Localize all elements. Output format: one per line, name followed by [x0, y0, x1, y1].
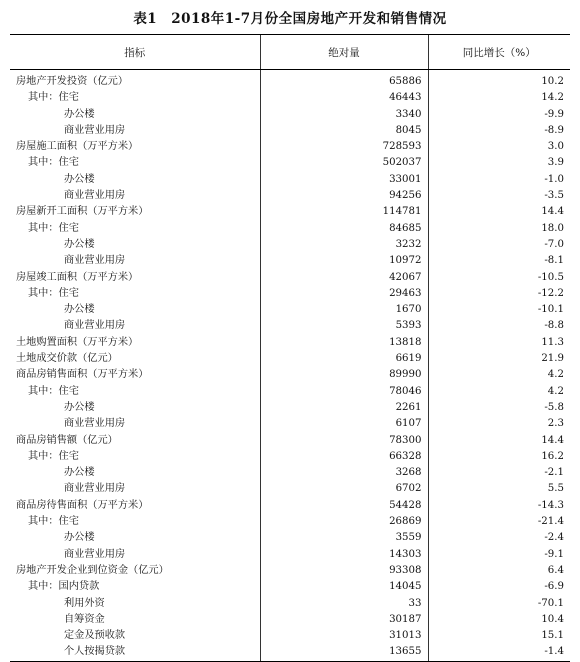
table-title: 表1 2018年1-7月份全国房地产开发和销售情况 [133, 11, 447, 27]
table-row [10, 237, 570, 253]
yoy-growth-value: 3.0 [428, 139, 570, 155]
table-row [10, 221, 570, 237]
yoy-growth-value: 6.4 [428, 563, 570, 579]
yoy-growth-value: 21.9 [428, 351, 570, 367]
indicator-label: 房屋施工面积（万平方米） [16, 141, 139, 153]
yoy-growth-value: -8.9 [428, 123, 570, 139]
row-indicator [10, 302, 260, 318]
indicator-label: 办公楼 [64, 173, 95, 185]
table-row [10, 547, 570, 563]
indicator-label: 商业营业用房 [64, 418, 126, 430]
yoy-growth-value: -6.9 [428, 579, 570, 595]
yoy-growth-value: -9.1 [428, 547, 570, 563]
row-indicator [10, 335, 260, 351]
indicator-label: 其中：住宅 [28, 287, 79, 299]
indicator-label: 土地成交价款（亿元） [16, 353, 118, 365]
row-indicator [10, 384, 260, 400]
absolute-value: 3268 [260, 465, 428, 481]
yoy-growth-value: 5.5 [428, 481, 570, 497]
yoy-growth-value: 14.2 [428, 90, 570, 106]
indicator-label: 商品房销售面积（万平方米） [16, 369, 149, 381]
indicator-label: 房地产开发企业到位资金（亿元） [16, 564, 169, 576]
table-row [10, 155, 570, 171]
row-indicator [10, 400, 260, 416]
row-indicator [10, 172, 260, 188]
table-row [10, 384, 570, 400]
indicator-label: 其中：住宅 [28, 385, 79, 397]
table-row [10, 367, 570, 383]
yoy-growth-value: -2.1 [428, 465, 570, 481]
absolute-value: 114781 [260, 204, 428, 220]
table-row [10, 563, 570, 579]
table-row [10, 579, 570, 595]
table-row [10, 351, 570, 367]
row-indicator [10, 579, 260, 595]
indicator-label: 商业营业用房 [64, 255, 126, 267]
row-indicator [10, 449, 260, 465]
row-indicator [10, 221, 260, 237]
absolute-value: 3340 [260, 107, 428, 123]
table-row [10, 188, 570, 204]
table-row [10, 123, 570, 139]
absolute-value: 93308 [260, 563, 428, 579]
indicator-label: 商业营业用房 [64, 190, 126, 202]
row-indicator [10, 596, 260, 612]
indicator-label: 房屋新开工面积（万平方米） [16, 206, 149, 218]
row-indicator [10, 563, 260, 579]
row-indicator [10, 123, 260, 139]
indicator-label: 办公楼 [64, 467, 95, 479]
indicator-label: 办公楼 [64, 532, 95, 544]
yoy-growth-value: 14.4 [428, 204, 570, 220]
table-row [10, 530, 570, 546]
yoy-growth-value: -10.1 [428, 302, 570, 318]
absolute-value: 33001 [260, 172, 428, 188]
indicator-label: 房屋竣工面积（万平方米） [16, 271, 139, 283]
indicator-label: 商品房销售额（亿元） [16, 434, 118, 446]
absolute-value: 6702 [260, 481, 428, 497]
absolute-value: 33 [260, 596, 428, 612]
yoy-growth-value: 10.4 [428, 612, 570, 628]
row-indicator [10, 155, 260, 171]
yoy-growth-value: -1.4 [428, 644, 570, 661]
yoy-growth-value: 15.1 [428, 628, 570, 644]
row-indicator [10, 270, 260, 286]
absolute-value: 31013 [260, 628, 428, 644]
absolute-value: 8045 [260, 123, 428, 139]
table-row [10, 286, 570, 302]
table-row [10, 253, 570, 269]
row-indicator [10, 547, 260, 563]
indicator-label: 自筹资金 [64, 613, 105, 625]
yoy-growth-value: 10.2 [428, 70, 570, 91]
table-row [10, 465, 570, 481]
absolute-value: 502037 [260, 155, 428, 171]
absolute-value: 13655 [260, 644, 428, 661]
table-row [10, 481, 570, 497]
table-row [10, 70, 570, 91]
indicator-label: 定金及预收款 [64, 630, 126, 642]
indicator-label: 其中：住宅 [28, 516, 79, 528]
row-indicator [10, 530, 260, 546]
absolute-value: 5393 [260, 318, 428, 334]
absolute-value: 29463 [260, 286, 428, 302]
absolute-value: 46443 [260, 90, 428, 106]
absolute-value: 26869 [260, 514, 428, 530]
table-row [10, 139, 570, 155]
row-indicator [10, 286, 260, 302]
table-row [10, 302, 570, 318]
table-row [10, 90, 570, 106]
yoy-growth-value: 14.4 [428, 433, 570, 449]
table-row [10, 449, 570, 465]
indicator-label: 其中：国内贷款 [28, 581, 100, 593]
indicator-label: 其中：住宅 [28, 450, 79, 462]
table-row [10, 433, 570, 449]
indicator-label: 其中：住宅 [28, 222, 79, 234]
absolute-value: 65886 [260, 70, 428, 91]
indicator-label: 商业营业用房 [64, 548, 126, 560]
absolute-value: 3232 [260, 237, 428, 253]
absolute-value: 30187 [260, 612, 428, 628]
header-yoy-growth: 同比增长（%） [428, 35, 570, 70]
absolute-value: 66328 [260, 449, 428, 465]
yoy-growth-value: -1.0 [428, 172, 570, 188]
table-row [10, 318, 570, 334]
absolute-value: 10972 [260, 253, 428, 269]
indicator-label: 办公楼 [64, 108, 95, 120]
row-indicator [10, 139, 260, 155]
yoy-growth-value: 3.9 [428, 155, 570, 171]
row-indicator [10, 367, 260, 383]
row-indicator [10, 514, 260, 530]
row-indicator [10, 204, 260, 220]
yoy-growth-value: -10.5 [428, 270, 570, 286]
yoy-growth-value: 2.3 [428, 416, 570, 432]
statistics-table [10, 34, 570, 662]
indicator-label: 办公楼 [64, 238, 95, 250]
table-body [10, 70, 570, 662]
row-indicator [10, 107, 260, 123]
indicator-label: 商业营业用房 [64, 124, 126, 136]
row-indicator [10, 465, 260, 481]
row-indicator [10, 237, 260, 253]
indicator-label: 其中：住宅 [28, 92, 79, 104]
absolute-value: 2261 [260, 400, 428, 416]
absolute-value: 54428 [260, 498, 428, 514]
table-row [10, 596, 570, 612]
yoy-growth-value: -14.3 [428, 498, 570, 514]
row-indicator [10, 644, 260, 661]
indicator-label: 其中：住宅 [28, 157, 79, 169]
row-indicator [10, 188, 260, 204]
header-indicator: 指标 [10, 35, 260, 70]
absolute-value: 3559 [260, 530, 428, 546]
yoy-growth-value: 4.2 [428, 367, 570, 383]
yoy-growth-value: 4.2 [428, 384, 570, 400]
absolute-value: 89990 [260, 367, 428, 383]
indicator-label: 个人按揭贷款 [64, 646, 126, 658]
table-row [10, 400, 570, 416]
table-row [10, 612, 570, 628]
yoy-growth-value: -21.4 [428, 514, 570, 530]
indicator-label: 办公楼 [64, 401, 95, 413]
row-indicator [10, 318, 260, 334]
indicator-label: 办公楼 [64, 304, 95, 316]
yoy-growth-value: -5.8 [428, 400, 570, 416]
absolute-value: 94256 [260, 188, 428, 204]
absolute-value: 42067 [260, 270, 428, 286]
yoy-growth-value: -12.2 [428, 286, 570, 302]
yoy-growth-value: -2.4 [428, 530, 570, 546]
indicator-label: 商业营业用房 [64, 320, 126, 332]
row-indicator [10, 498, 260, 514]
row-indicator [10, 90, 260, 106]
yoy-growth-value: 18.0 [428, 221, 570, 237]
table-header-row [10, 35, 570, 70]
absolute-value: 6619 [260, 351, 428, 367]
table-row [10, 498, 570, 514]
table-row [10, 644, 570, 661]
absolute-value: 1670 [260, 302, 428, 318]
absolute-value: 14303 [260, 547, 428, 563]
indicator-label: 土地购置面积（万平方米） [16, 336, 139, 348]
table-row [10, 204, 570, 220]
absolute-value: 728593 [260, 139, 428, 155]
table-row [10, 270, 570, 286]
yoy-growth-value: -7.0 [428, 237, 570, 253]
indicator-label: 商品房待售面积（万平方米） [16, 499, 149, 511]
absolute-value: 84685 [260, 221, 428, 237]
absolute-value: 6107 [260, 416, 428, 432]
absolute-value: 14045 [260, 579, 428, 595]
row-indicator [10, 70, 260, 91]
row-indicator [10, 253, 260, 269]
table-row [10, 107, 570, 123]
yoy-growth-value: -8.1 [428, 253, 570, 269]
table-row [10, 514, 570, 530]
indicator-label: 商业营业用房 [64, 483, 126, 495]
indicator-label: 房地产开发投资（亿元） [16, 76, 129, 87]
header-absolute-value: 绝对量 [260, 35, 428, 70]
yoy-growth-value: -3.5 [428, 188, 570, 204]
row-indicator [10, 416, 260, 432]
table-row [10, 172, 570, 188]
row-indicator [10, 612, 260, 628]
table-row [10, 628, 570, 644]
table-row [10, 416, 570, 432]
absolute-value: 78300 [260, 433, 428, 449]
indicator-label: 利用外资 [64, 597, 105, 609]
yoy-growth-value: 11.3 [428, 335, 570, 351]
yoy-growth-value: -70.1 [428, 596, 570, 612]
yoy-growth-value: -9.9 [428, 107, 570, 123]
yoy-growth-value: -8.8 [428, 318, 570, 334]
row-indicator [10, 628, 260, 644]
absolute-value: 13818 [260, 335, 428, 351]
absolute-value: 78046 [260, 384, 428, 400]
table-row [10, 335, 570, 351]
row-indicator [10, 351, 260, 367]
row-indicator [10, 433, 260, 449]
yoy-growth-value: 16.2 [428, 449, 570, 465]
row-indicator [10, 481, 260, 497]
